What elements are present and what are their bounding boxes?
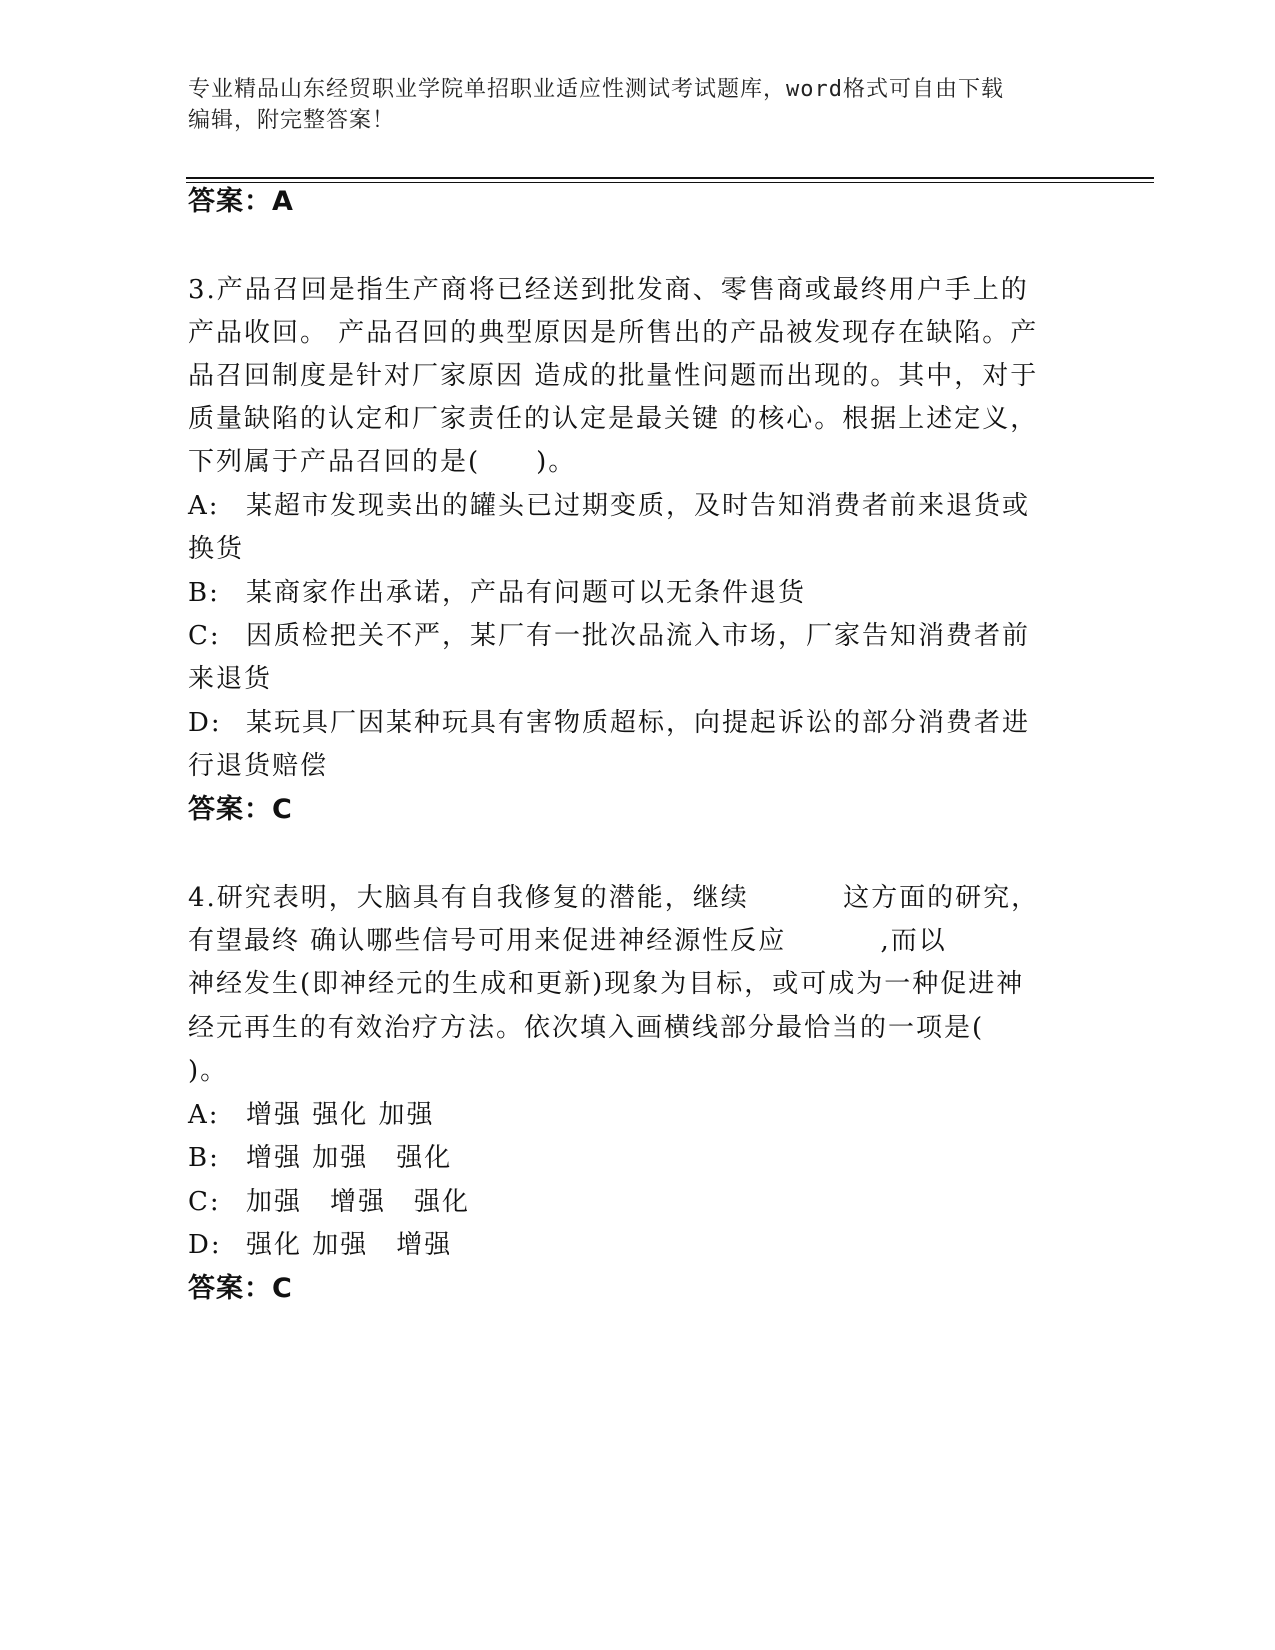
q4-stem-line-1: 4.研究表明，大脑具有自我修复的潜能，继续 这方面的研究，	[188, 883, 1040, 913]
page-header	[188, 74, 1068, 136]
q3-answer: 答案：C	[188, 794, 293, 825]
q4-option-c	[188, 1180, 470, 1224]
q4-option-b	[188, 1136, 452, 1180]
q3-stem-line-1: 3.产品召回是指生产商将已经送到批发商、零售商或最终用户手上的	[188, 275, 1029, 305]
option-text: 强化 加强 增强	[246, 1230, 453, 1260]
option-label: D:	[188, 1230, 222, 1260]
option-text: 增强 强化 加强	[246, 1100, 435, 1130]
option-text: 某玩具厂因某种玩具有害物质超标，向提起诉讼的部分消费者进	[246, 708, 1031, 738]
header-rule-thin	[186, 182, 1154, 183]
previous-answer: 答案：A	[188, 186, 294, 217]
option-label: C:	[188, 621, 221, 651]
q3-option-c	[188, 614, 1030, 658]
header-rule-thick	[186, 177, 1154, 179]
q4-stem-line-2: 有望最终 确认哪些信号可用来促进神经源性反应 ,而以	[188, 926, 947, 956]
option-label: A:	[188, 491, 220, 521]
option-text: 某商家作出承诺，产品有问题可以无条件退货	[246, 578, 807, 608]
q3-option-a	[188, 484, 1030, 528]
q3-option-b	[188, 571, 806, 615]
header-line-2: 编辑，附完整答案！	[188, 108, 396, 133]
option-text: 增强 加强 强化	[246, 1143, 453, 1173]
option-label: B:	[188, 1143, 220, 1173]
q4-answer: 答案：C	[188, 1273, 293, 1304]
q4-stem-line-5: )。	[188, 1056, 229, 1086]
q4-option-d	[188, 1223, 452, 1267]
q3-stem-line-4: 质量缺陷的认定和厂家责任的认定是最关键 的核心。根据上述定义，	[188, 404, 1039, 434]
q3-option-d	[188, 701, 1030, 745]
option-label: C:	[188, 1187, 221, 1217]
q4-stem-line-3: 神经发生(即神经元的生成和更新)现象为目标，或可成为一种促进神	[188, 969, 1025, 999]
option-text: 加强 增强 强化	[246, 1187, 471, 1217]
q3-option-a-cont: 换货	[188, 534, 245, 564]
q4-option-a	[188, 1093, 435, 1137]
q3-stem-line-2: 产品收回。 产品召回的典型原因是所售出的产品被发现存在缺陷。产	[188, 318, 1039, 348]
q3-option-c-cont: 来退货	[188, 664, 273, 694]
option-label: B:	[188, 578, 220, 608]
header-line-1: 专业精品山东经贸职业学院单招职业适应性测试考试题库，word格式可自由下载	[188, 77, 1004, 102]
q3-stem-line-3: 品召回制度是针对厂家原因 造成的批量性问题而出现的。其中，对于	[188, 361, 1039, 391]
option-text: 某超市发现卖出的罐头已过期变质，及时告知消费者前来退货或	[246, 491, 1031, 521]
q4-stem-line-4: 经元再生的有效治疗方法。依次填入画横线部分最恰当的一项是(	[188, 1013, 985, 1043]
option-text: 因质检把关不严，某厂有一批次品流入市场，厂家告知消费者前	[246, 621, 1031, 651]
q3-stem-line-5: 下列属于产品召回的是( )。	[188, 447, 577, 477]
q3-option-d-cont: 行退货赔偿	[188, 751, 329, 781]
option-label: A:	[188, 1100, 220, 1130]
option-label: D:	[188, 708, 222, 738]
